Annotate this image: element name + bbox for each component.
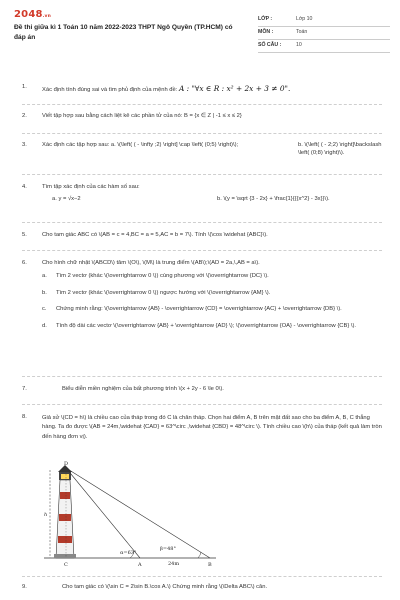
question-number: 5.	[22, 232, 27, 238]
label-alpha: α=63°	[120, 550, 137, 556]
question-text: Cho hình chữ nhật \(ABCD\) tâm \(O\), \(M\) là trung điểm \(AB\);\(AD = 2a,\,AB = a\).	[42, 260, 260, 266]
question-text: Viết tập hợp sau bằng cách liệt kê các phần tử của nó: B = {x ∈ Z | -1 ≤ x ≤ 2}	[42, 113, 242, 119]
divider	[22, 404, 382, 405]
label-distance: 24m	[168, 561, 180, 567]
question-part-a: Xác định các tập hợp sau: a. \(\left( ( - \infty ;2) \right] \cap \left( (0;5) \right)\);	[42, 142, 239, 148]
meta-key: MÔN :	[258, 29, 274, 36]
divider	[22, 576, 382, 577]
question-number: 9.	[22, 584, 27, 590]
divider	[22, 222, 382, 223]
label-c: C	[64, 562, 68, 568]
angle-arc-b	[198, 552, 201, 558]
question-number: 6.	[22, 260, 27, 266]
label-b: B	[208, 562, 212, 568]
meta-row-subject	[258, 27, 390, 40]
meta-value: Lớp 10	[296, 16, 313, 23]
question-text: Tìm tập xác định của các hàm số sau:	[42, 184, 140, 190]
sub-item-b: b. Tìm 2 vectơ (khác \(\overrightarrow 0 \)) ngược hướng với \(\overrightarrow {AM} \).	[42, 289, 271, 296]
divider	[22, 133, 382, 134]
divider	[22, 250, 382, 251]
question-text: Biểu diễn miền nghiệm của bất phương trình \(x + 2y - 6 \le 0\).	[62, 386, 224, 392]
meta-value: 10	[296, 42, 302, 49]
page-header	[14, 6, 390, 62]
document-title: Đề thi giữa kì 1 Toán 10 năm 2022-2023 THPT Ngô Quyền (TP.HCM) có đáp án	[14, 24, 233, 41]
question-number: 4.	[22, 184, 27, 190]
divider	[22, 104, 382, 105]
lighthouse-figure	[40, 458, 220, 570]
meta-key: LỚP :	[258, 16, 273, 23]
label-a: A	[138, 562, 142, 568]
question-text: Xác định tính đúng sai và tìm phủ định của mệnh đề:	[42, 87, 178, 93]
question-text: Giả sử \(CD = h\) là chiều cao của tháp trong đó C là chân tháp. Chọn hai điểm A, B trên mặt đất sao cho ba điểm A, B, C thẳng hàng. Ta đo được \(AB = 24m,\widehat {CAD} = 63^\circ ,\widehat {CBD} = 48^\circ \). Tính chiều cao \(h\) của tháp (kết quả làm tròn đến hàng đơn vị).	[42, 415, 382, 440]
question-part-a: a. y = √x−2	[52, 195, 81, 202]
meta-value: Toán	[296, 29, 308, 36]
question-part-b: b. \(\left( ( - 2;2) \right]\backslash \left( (0;8) \right)\).	[298, 142, 382, 156]
meta-key: SỐ CÂU :	[258, 42, 282, 49]
sight-line-a	[66, 468, 140, 558]
label-d: D	[63, 461, 69, 467]
question-number: 2.	[22, 113, 27, 119]
meta-row-count	[258, 40, 390, 53]
question-number: 8.	[22, 414, 27, 420]
sub-item-a: a. Tìm 2 vectơ (khác \(\overrightarrow 0 \)) cùng phương với \(\overrightarrow {DC} \).	[42, 272, 269, 279]
question-text: Cho tam giác ABC có \(AB = c = 4,BC = a = 5,AC = b = 7\). Tính \(\cos \widehat {ABC}\).	[42, 232, 268, 238]
meta-row-class	[258, 14, 390, 27]
site-logo[interactable]: 2048.vn	[14, 9, 52, 20]
sight-line-b	[66, 468, 210, 558]
question-number: 7.	[22, 386, 27, 392]
meta-table	[258, 14, 390, 53]
label-h: h	[44, 512, 48, 518]
label-beta: β=48°	[160, 546, 176, 552]
question-formula: A : "∀x ∈ R : x² + 2x + 3 ≠ 0".	[178, 84, 291, 93]
divider	[22, 376, 382, 377]
sub-item-d: d. Tính độ dài các vectơ \(\overrightarrow {AB} + \overrightarrow {AD} \); \(\overrightarrow {OA} - \overrightarrow {CB} \).	[42, 323, 357, 330]
sub-item-c: c. Chứng minh rằng: \(\overrightarrow {AB} - \overrightarrow {CD} = \overrightarrow {AC} + \overrightarrow {DB} \).	[42, 306, 342, 313]
question-number: 1.	[22, 84, 27, 90]
question-text: Cho tam giác có \(\sin C = 2\sin B.\cos A.\) Chứng minh rằng \(\Delta ABC\) cân.	[62, 584, 268, 590]
divider	[22, 174, 382, 175]
question-part-b: b. \(y = \sqrt {3 - 2x} + \frac{1}{{{x^2} - 3x}}\).	[217, 195, 330, 202]
question-number: 3.	[22, 142, 27, 148]
lighthouse-icon	[54, 465, 76, 558]
